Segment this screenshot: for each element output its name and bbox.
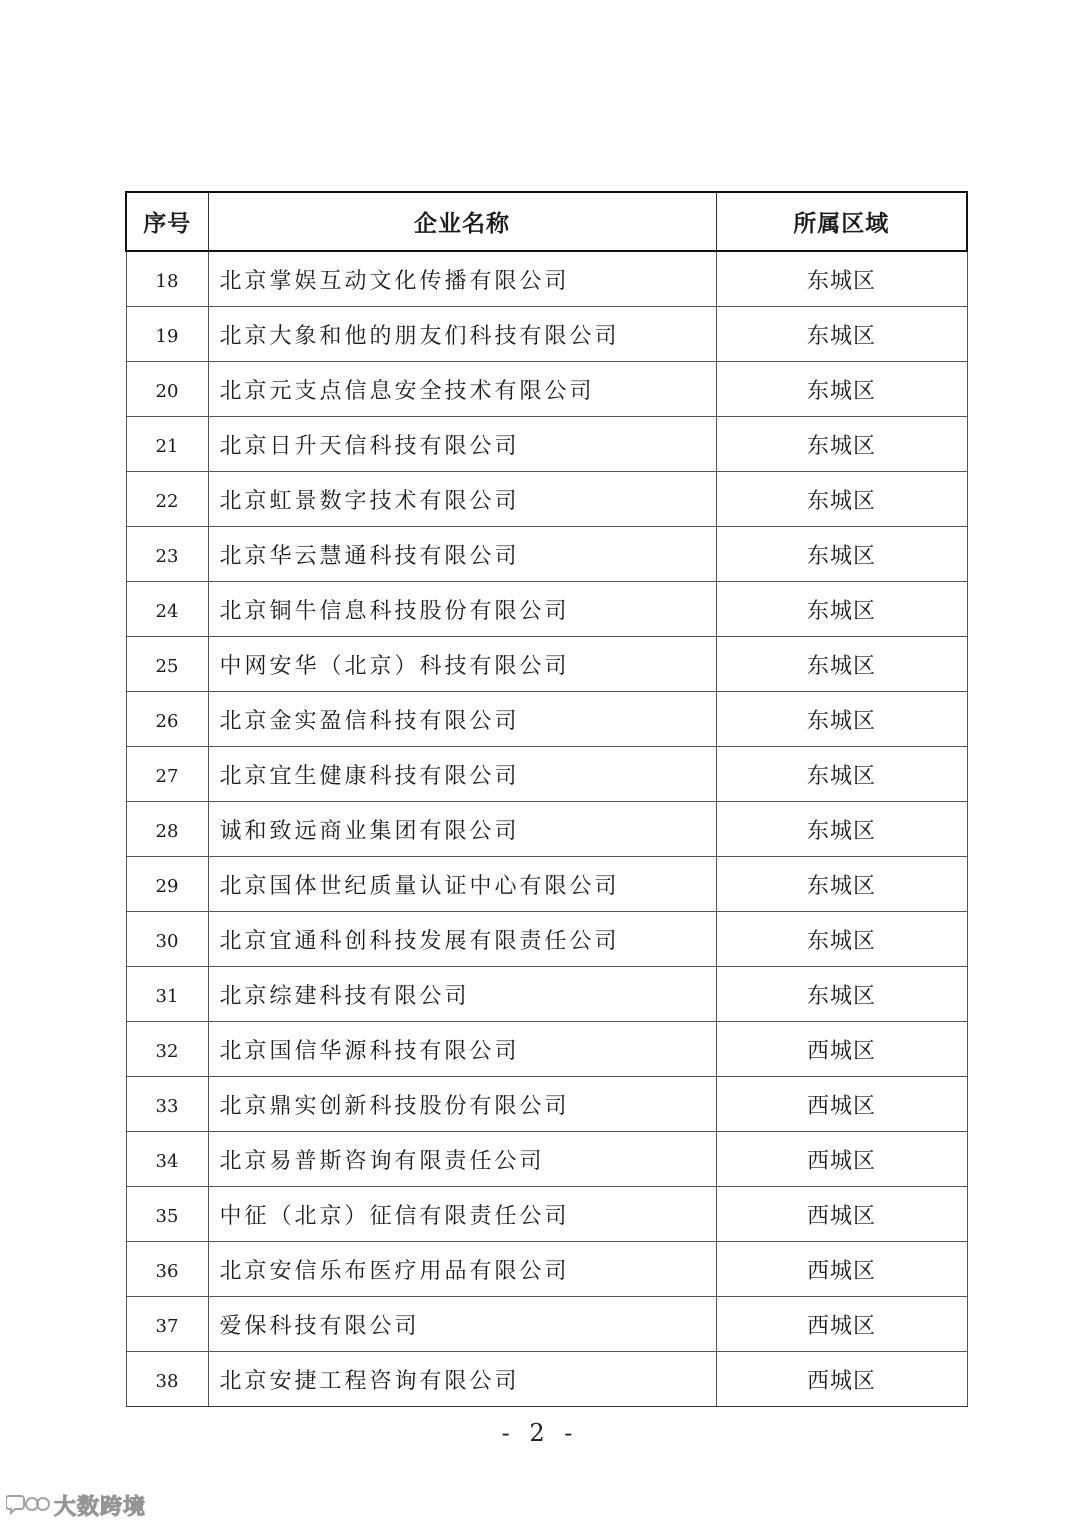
company-region: 东城区 — [716, 967, 967, 1022]
company-name: 北京大象和他的朋友们科技有限公司 — [208, 307, 716, 362]
row-number: 25 — [126, 637, 208, 692]
company-region: 东城区 — [716, 307, 967, 362]
company-region: 东城区 — [716, 582, 967, 637]
row-number: 19 — [126, 307, 208, 362]
table-row — [126, 802, 967, 857]
table-row — [126, 251, 967, 307]
company-region: 东城区 — [716, 747, 967, 802]
company-name: 北京鼎实创新科技股份有限公司 — [208, 1077, 716, 1132]
table-body — [126, 251, 967, 1407]
company-region: 东城区 — [716, 362, 967, 417]
row-number: 23 — [126, 527, 208, 582]
row-number: 22 — [126, 472, 208, 527]
table-row — [126, 1077, 967, 1132]
table-row — [126, 912, 967, 967]
company-region: 西城区 — [716, 1022, 967, 1077]
company-name: 爱保科技有限公司 — [208, 1297, 716, 1352]
company-name: 北京元支点信息安全技术有限公司 — [208, 362, 716, 417]
row-number: 21 — [126, 417, 208, 472]
company-name: 中征（北京）征信有限责任公司 — [208, 1187, 716, 1242]
company-name: 诚和致远商业集团有限公司 — [208, 802, 716, 857]
company-region: 东城区 — [716, 527, 967, 582]
company-name: 北京日升天信科技有限公司 — [208, 417, 716, 472]
company-name: 北京国信华源科技有限公司 — [208, 1022, 716, 1077]
company-name: 北京铜牛信息科技股份有限公司 — [208, 582, 716, 637]
company-region: 西城区 — [716, 1187, 967, 1242]
watermark — [6, 1490, 146, 1520]
company-name: 北京宜通科创科技发展有限责任公司 — [208, 912, 716, 967]
table-row — [126, 1187, 967, 1242]
company-region: 东城区 — [716, 802, 967, 857]
company-region: 西城区 — [716, 1297, 967, 1352]
table-row — [126, 417, 967, 472]
table-row — [126, 582, 967, 637]
header-number: 序号 — [126, 192, 208, 251]
table-row — [126, 362, 967, 417]
watermark-text: 大数跨境 — [54, 1494, 147, 1520]
table-row — [126, 637, 967, 692]
company-name: 北京虹景数字技术有限公司 — [208, 472, 716, 527]
row-number: 27 — [126, 747, 208, 802]
company-region: 东城区 — [716, 417, 967, 472]
row-number: 20 — [126, 362, 208, 417]
row-number: 18 — [126, 251, 208, 307]
table-row — [126, 1242, 967, 1297]
header-company-name: 企业名称 — [208, 192, 716, 251]
row-number: 24 — [126, 582, 208, 637]
company-region: 东城区 — [716, 251, 967, 307]
row-number: 35 — [126, 1187, 208, 1242]
table-row — [126, 1297, 967, 1352]
company-region: 西城区 — [716, 1132, 967, 1187]
row-number: 32 — [126, 1022, 208, 1077]
company-region: 东城区 — [716, 637, 967, 692]
table-row — [126, 1022, 967, 1077]
table-row — [126, 747, 967, 802]
row-number: 37 — [126, 1297, 208, 1352]
row-number: 26 — [126, 692, 208, 747]
company-region: 东城区 — [716, 472, 967, 527]
company-name: 北京华云慧通科技有限公司 — [208, 527, 716, 582]
company-name: 北京易普斯咨询有限责任公司 — [208, 1132, 716, 1187]
company-name: 北京国体世纪质量认证中心有限公司 — [208, 857, 716, 912]
company-region: 西城区 — [716, 1352, 967, 1407]
table-row — [126, 527, 967, 582]
company-list-table — [125, 191, 968, 1407]
table-row — [126, 967, 967, 1022]
company-name: 北京宜生健康科技有限公司 — [208, 747, 716, 802]
row-number: 28 — [126, 802, 208, 857]
row-number: 31 — [126, 967, 208, 1022]
company-name: 北京掌娱互动文化传播有限公司 — [208, 251, 716, 307]
table-row — [126, 1352, 967, 1407]
company-name: 北京金实盈信科技有限公司 — [208, 692, 716, 747]
row-number: 33 — [126, 1077, 208, 1132]
row-number: 36 — [126, 1242, 208, 1297]
table-row — [126, 692, 967, 747]
company-name: 北京安信乐布医疗用品有限公司 — [208, 1242, 716, 1297]
page-number: - 2 - — [501, 1419, 579, 1447]
table-row — [126, 1132, 967, 1187]
header-region: 所属区域 — [716, 192, 967, 251]
row-number: 29 — [126, 857, 208, 912]
company-region: 西城区 — [716, 1242, 967, 1297]
row-number: 38 — [126, 1352, 208, 1407]
table-row — [126, 307, 967, 362]
speech-bubble-logo-icon — [6, 1492, 50, 1518]
row-number: 30 — [126, 912, 208, 967]
company-region: 东城区 — [716, 692, 967, 747]
company-region: 东城区 — [716, 857, 967, 912]
table-header-row — [126, 192, 967, 251]
table-row — [126, 857, 967, 912]
company-region: 西城区 — [716, 1077, 967, 1132]
company-region: 东城区 — [716, 912, 967, 967]
company-name: 北京综建科技有限公司 — [208, 967, 716, 1022]
table-row — [126, 472, 967, 527]
company-name: 北京安捷工程咨询有限公司 — [208, 1352, 716, 1407]
row-number: 34 — [126, 1132, 208, 1187]
company-name: 中网安华（北京）科技有限公司 — [208, 637, 716, 692]
